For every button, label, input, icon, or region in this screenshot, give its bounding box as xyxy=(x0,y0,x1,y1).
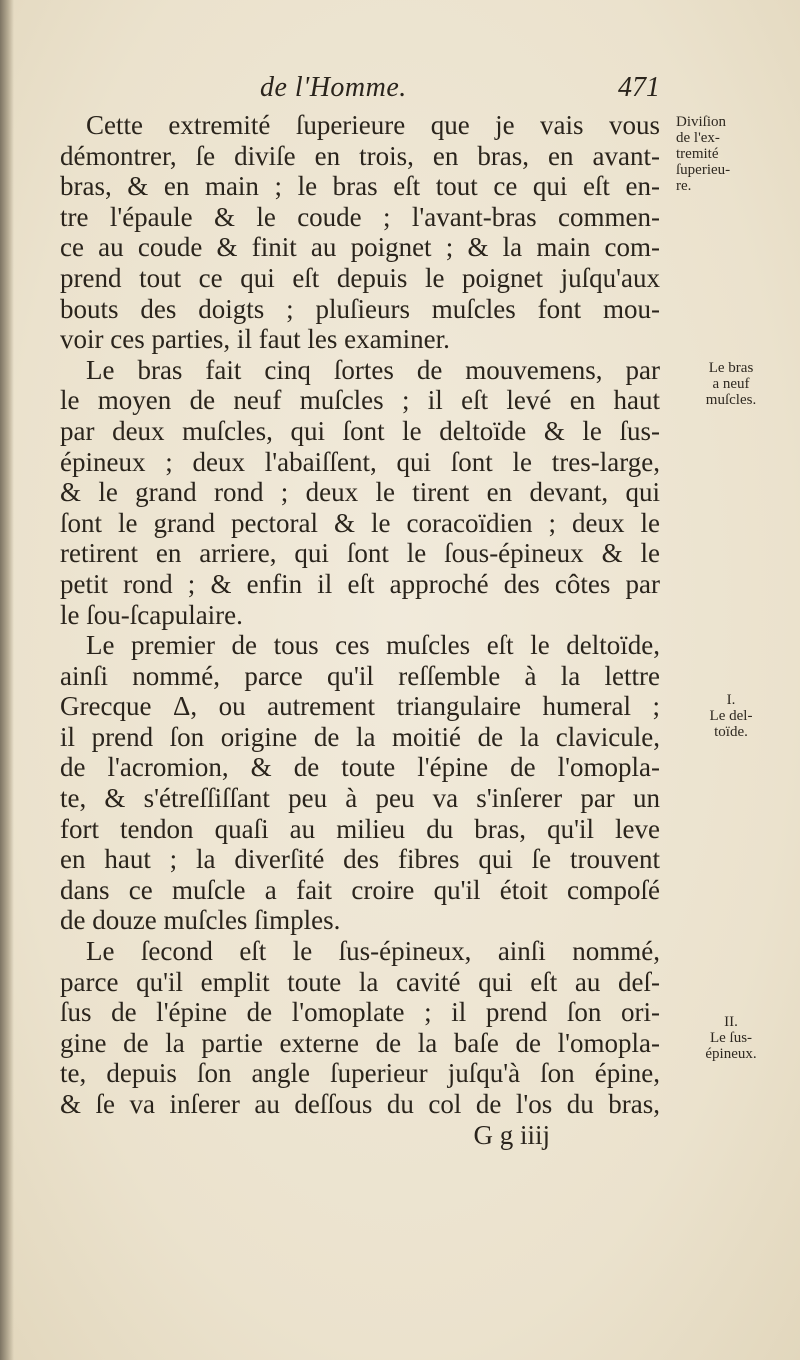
margin-note-line: épineux. xyxy=(705,1046,757,1062)
text-line: voir ces parties, il faut les examiner. xyxy=(60,324,450,355)
text-line: ſus de l'épine de l'omoplate ; il prend ſon ori- xyxy=(60,997,660,1028)
signature-mark: G g iiij xyxy=(473,1119,550,1150)
text-line: petit rond ; & enfin il eſt approché des côtes par xyxy=(60,568,660,599)
margin-note-line: II. xyxy=(724,1014,738,1030)
margin-note-line: toïde. xyxy=(714,724,748,740)
margin-note-line: de l'ex- xyxy=(676,130,720,146)
text-line: dans ce muſcle a fait croire qu'il étoit compoſé xyxy=(60,874,660,905)
text-line: Le premier de tous ces muſcles eſt le deltoïde, xyxy=(86,630,660,661)
text-line: Le ſecond eſt le ſus-épineux, ainſi nommé, xyxy=(86,936,660,967)
text-line: te, depuis ſon angle ſuperieur juſqu'à ſon épine, xyxy=(60,1058,660,1089)
text-line: de douze muſcles ſimples. xyxy=(60,905,341,936)
text-line: ainſi nommé, parce qu'il reſſemble à la lettre xyxy=(60,660,660,691)
text-line: & le grand rond ; deux le tirent en devant, qui xyxy=(60,477,660,508)
text-line: Cette extremité ſuperieure que je vais vous xyxy=(86,110,660,140)
text-line: & ſe va inſerer au deſſous du col de l'os du bras, xyxy=(60,1089,660,1119)
text-line: prend tout ce qui eſt depuis le poignet juſqu'aux xyxy=(60,262,660,293)
margin-note-line: Diviſion xyxy=(676,114,727,130)
text-line: démontrer, ſe diviſe en trois, en bras, en avant- xyxy=(60,140,660,171)
text-line: gine de la partie externe de la baſe de l'omopla- xyxy=(60,1027,660,1058)
margin-note-deltoide xyxy=(676,692,786,740)
text-line: te, & s'étreſſiſſant peu à peu va s'inſerer par un xyxy=(60,783,660,814)
margin-note-line: a neuf xyxy=(712,376,750,392)
page-gutter-shadow xyxy=(0,0,14,1360)
margin-note-line: muſcles. xyxy=(705,392,757,408)
margin-note-sus-epineux xyxy=(676,1014,786,1062)
page-number: 471 xyxy=(618,72,660,103)
page-header xyxy=(60,68,660,108)
text-line: parce qu'il emplit toute la cavité qui eſt au deſ- xyxy=(60,966,660,997)
text-line: Grecque Δ, ou autrement triangulaire humeral ; xyxy=(60,691,660,722)
text-line: épineux ; deux l'abaiſſent, qui ſont le tres-large, xyxy=(60,446,660,477)
text-line: bras, & en main ; le bras eſt tout ce qui eſt en- xyxy=(60,171,660,202)
text-line: en haut ; la diverſité des fibres qui ſe trouvent xyxy=(60,844,660,875)
text-line: de l'acromion, & de toute l'épine de l'omopla- xyxy=(60,752,660,783)
margin-note-line: Le ſus- xyxy=(709,1030,753,1046)
text-line: il prend ſon origine de la moitié de la clavicule, xyxy=(60,721,660,752)
text-line: ſont le grand pectoral & le coracoïdien ; deux le xyxy=(60,507,660,538)
body-text xyxy=(60,110,660,1150)
margin-note-line: Le del- xyxy=(709,708,753,724)
running-head: de l'Homme. xyxy=(260,72,407,103)
margin-note-line: I. xyxy=(726,692,736,708)
text-line: le ſou-ſcapulaire. xyxy=(60,599,243,630)
margin-note-line: Le bras xyxy=(708,360,754,376)
margin-note-line: re. xyxy=(676,178,692,194)
text-line: le moyen de neuf muſcles ; il eſt levé en haut xyxy=(60,385,660,416)
text-line: fort tendon quaſi au milieu du bras, qu'il leve xyxy=(60,813,660,844)
margin-note-line: ſuperieu- xyxy=(676,162,731,178)
text-line: ce au coude & finit au poignet ; & la main com- xyxy=(60,232,660,263)
text-line: retirent en arriere, qui ſont le ſous-épineux & le xyxy=(60,538,660,569)
text-line: Le bras fait cinq ſortes de mouvemens, par xyxy=(86,354,660,385)
margin-note-division xyxy=(676,114,786,194)
text-line: tre l'épaule & le coude ; l'avant-bras commen- xyxy=(60,201,660,232)
text-line: par deux muſcles, qui ſont le deltoïde & le ſus- xyxy=(60,415,660,446)
margin-note-line: tremité xyxy=(676,146,719,162)
text-line: bouts des doigts ; pluſieurs muſcles font mou- xyxy=(60,293,660,324)
margin-note-bras xyxy=(676,360,786,408)
